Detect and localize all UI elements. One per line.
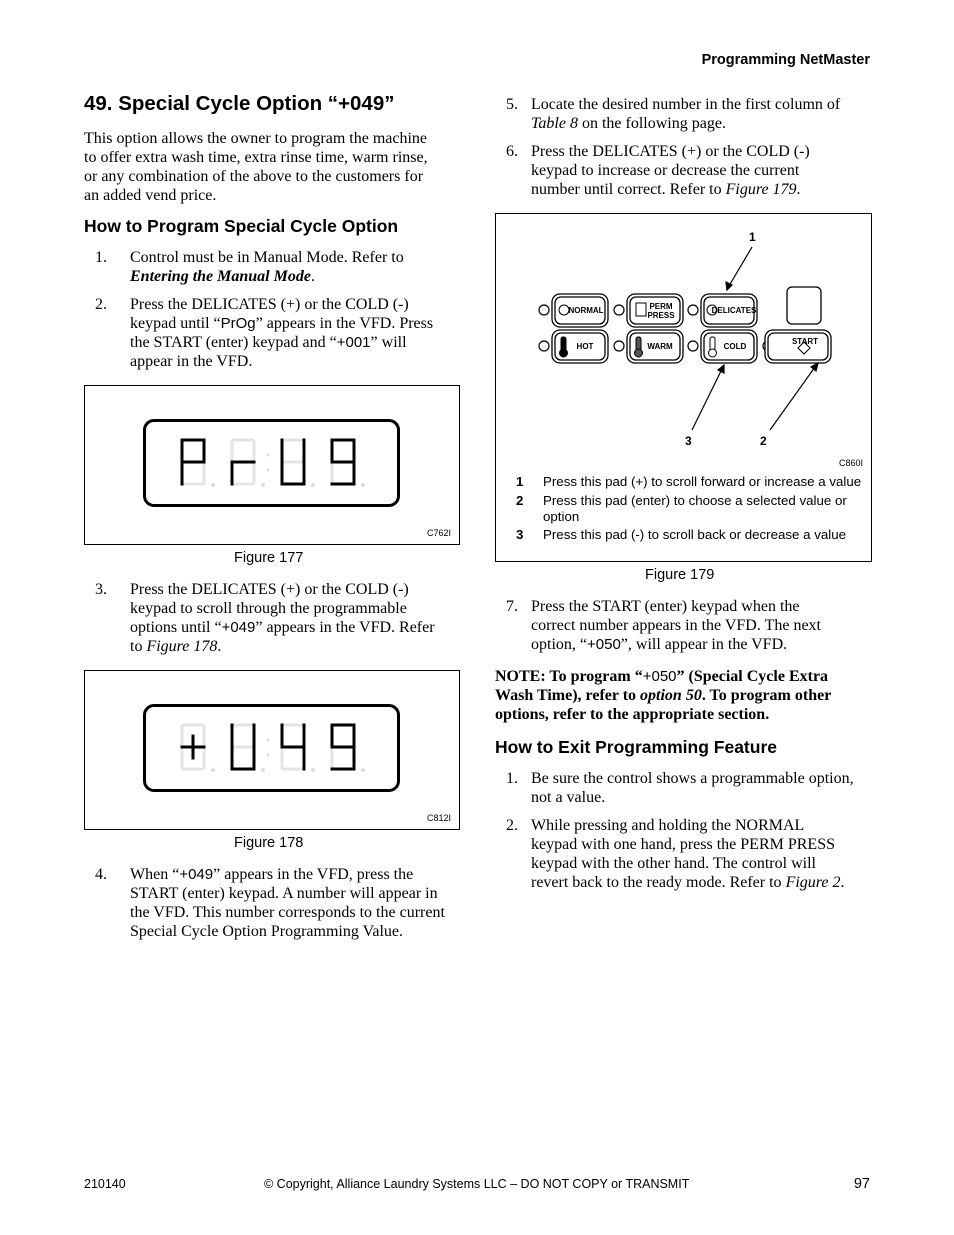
step-text: Press the DELICATES (+) or the COLD (-) [130,296,409,313]
start-label: START [791,337,819,346]
intro-paragraph: This option allows the owner to program the machine to offer extra wash time, extra rinse time, warm rinse, or any combination of the above to the customers for an added vend price. [84,130,428,204]
figure-177-box [84,385,460,545]
figure-179-caption: Figure 179 [645,567,715,583]
digit-P [182,440,204,484]
manual-mode-reference: Entering the Manual Mode [130,268,311,285]
normal-label: NORMAL [568,306,604,315]
figure-code: C812I [426,813,451,823]
exit-step-1: 1. Be sure the control shows a programmable option, not a value. [506,770,854,806]
step-text: While pressing and holding the NORMAL [531,817,805,834]
step-number: 4. [95,866,107,883]
callout-arrow-1 [729,247,752,286]
figure-reference: Figure 179 [725,181,797,198]
hot-label: HOT [576,342,594,351]
digit-r [232,462,254,484]
figure-reference: Figure 2 [785,874,841,891]
figure-178-box [84,670,460,830]
vfd-code: +049 [221,619,256,636]
digit-plus [182,736,204,758]
figure-177-caption: Figure 177 [234,550,304,566]
step-5: 5. Locate the desired number in the first column of Table 8 on the following page. [506,96,841,132]
callout-arrow-2 [770,367,815,430]
step-7: 7. Press the START (enter) keypad when the correct number appears in the VFD. The next option, “+050”, will appear in the VFD. [506,598,821,653]
legend-item-2: 2 Press this pad (enter) to choose a selected value or option [516,493,847,524]
vfd-code: +001 [336,334,371,351]
step-text: Be sure the control shows a programmable option, [531,770,854,787]
display-window [787,287,821,324]
step-number: 1. [95,249,107,266]
step-number: 6. [506,143,518,160]
vfd-digits [146,422,397,504]
copyright-notice: © Copyright, Alliance Laundry Systems LLC – DO NOT COPY or TRANSMIT [264,1177,690,1191]
note-paragraph: NOTE: To program “+050” (Special Cycle Extra Wash Time), refer to option 50. To program other options, refer to the appropriate section. [495,668,832,723]
figure-reference: Figure 178 [146,638,218,655]
vfd-code: +049 [179,866,214,883]
callout-arrow-3 [692,369,722,430]
step-6: 6. Press the DELICATES (+) or the COLD (-) keypad to increase or decrease the current number until correct. Refer to Figure 179. [506,143,810,198]
step-3: 3. Press the DELICATES (+) or the COLD (-) keypad to scroll through the programmable options until “+049” appears in the VFD. Refer to Figure 178. [95,581,435,655]
vfd-code: +050 [642,668,677,685]
table-reference: Table 8 [531,115,578,132]
exit-heading: How to Exit Programming Feature [495,737,777,757]
step-number: 2. [95,296,107,313]
step-number: 3. [95,581,107,598]
figure-179-box: NORMAL PERM PRESS DELICATES HOT WARM COLD START 1 2 3 C860I 1 Press this pad (+) to scroll forward or increase a value 2 Press this pad (enter) to choose a selected value or option 3 Press this pad (-) to scroll back or decrease a value [495,213,872,562]
vfd-display [143,419,400,507]
callout-2: 2 [760,434,767,448]
warm-label: WARM [647,342,673,351]
digit-9 [332,440,354,484]
step-text: Control must be in Manual Mode. Refer to [130,249,404,266]
perm-press-icon [636,303,646,316]
keypad-diagram [496,214,871,464]
step-1: 1. Control must be in Manual Mode. Refer to Entering the Manual Mode. [95,249,404,285]
step-4: 4. When “+049” appears in the VFD, press the START (enter) keypad. A number will appear in the VFD. This number corresponds to the current Special Cycle Option Programming Value. [95,866,445,940]
callout-1: 1 [749,230,756,244]
figure-code: C762I [426,528,451,538]
cold-label: COLD [723,342,747,351]
option-reference: option 50 [640,687,702,704]
step-text: Locate the desired number in the first column of [531,96,841,113]
page-number: 97 [853,1176,870,1192]
step-number: 5. [506,96,518,113]
step-number: 7. [506,598,518,615]
vfd-code: +050 [587,636,621,653]
figure-code: C860I [838,458,863,468]
digit-9 [332,725,354,769]
perm-label: PERM [649,302,673,311]
press-label: PRESS [647,311,675,320]
vfd-code: PrOg [220,315,256,332]
step-text: Press the START (enter) keypad when the [531,598,800,615]
digit-4 [282,725,304,769]
how-to-heading: How to Program Special Cycle Option [84,216,399,236]
step-2: 2. Press the DELICATES (+) or the COLD (-) keypad until “PrOg” appears in the VFD. Press the START (enter) keypad and “+001” will appear in the VFD. [95,296,434,370]
running-header: Programming NetMaster [701,52,870,68]
step-number: 2. [506,817,518,834]
delicates-label: DELICATES [711,306,757,315]
step-number: 1. [506,770,518,787]
callout-3: 3 [685,434,692,448]
exit-step-2: 2. While pressing and holding the NORMAL keypad with one hand, press the PERM PRESS keypad with the other hand. The control will revert back to the ready mode. Refer to Figure 2. [506,817,845,891]
step-text: Press the DELICATES (+) or the COLD (-) [531,143,810,160]
vfd-display [143,704,400,792]
document-number: 210140 [84,1177,126,1191]
vfd-digits [146,707,397,789]
step-text: Press the DELICATES (+) or the COLD (-) [130,581,409,598]
section-title: 49. Special Cycle Option “+049” [84,92,395,115]
figure-178-caption: Figure 178 [234,835,304,851]
